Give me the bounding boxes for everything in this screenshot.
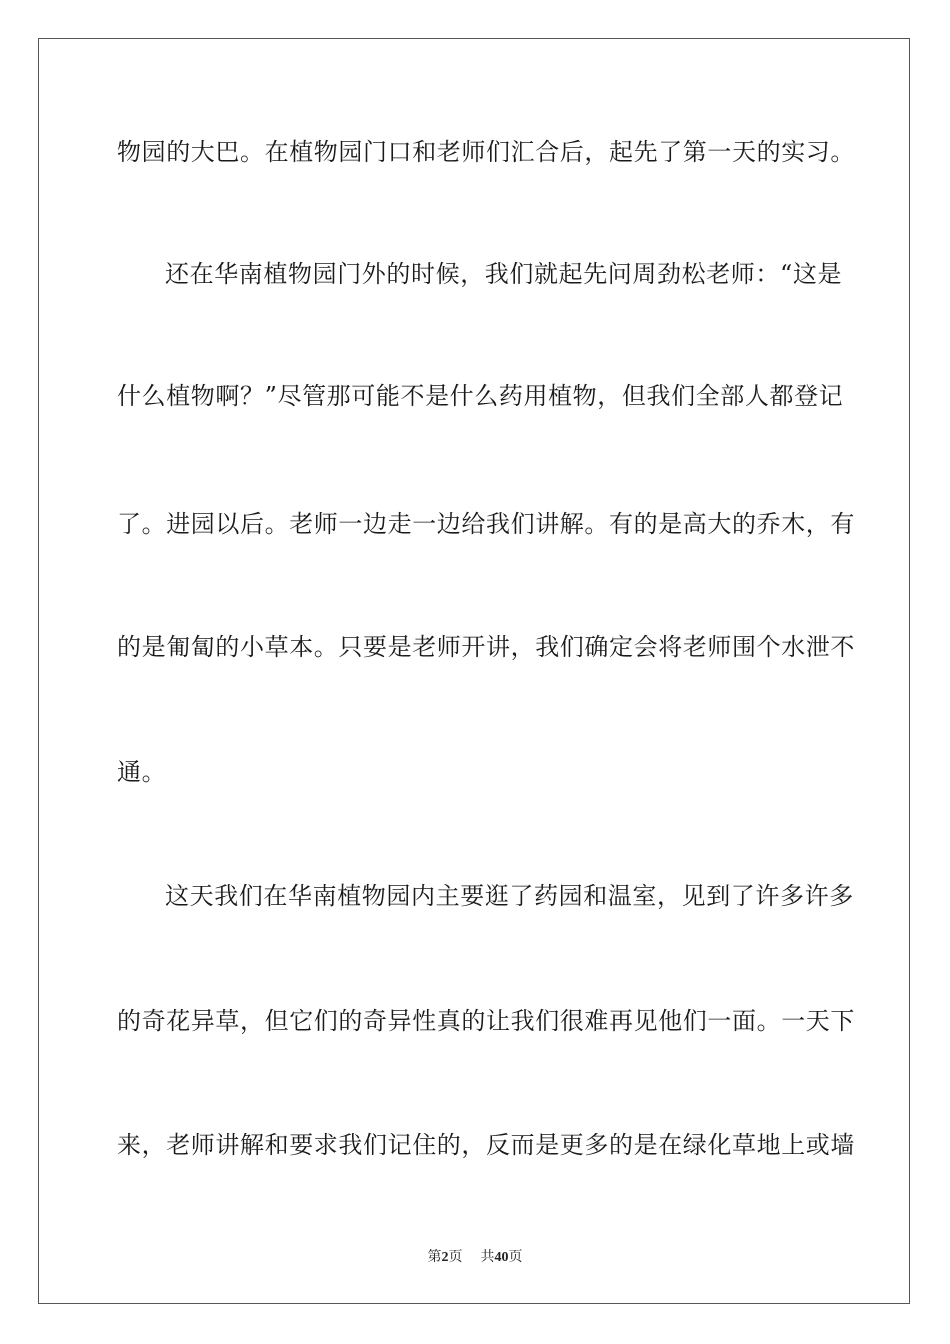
body-line-2: 还在华南植物园门外的时候，我们就起先问周劲松老师：“这是	[165, 260, 843, 288]
page-border	[38, 38, 910, 1304]
body-line-3: 什么植物啊？”尽管那可能不是什么药用植物，但我们全部人都登记	[117, 382, 844, 410]
body-line-5: 的是匍匐的小草本。只要是老师开讲，我们确定会将老师围个水泄不	[117, 633, 855, 661]
page-prefix: 第	[427, 1249, 442, 1265]
body-line-7: 这天我们在华南植物园内主要逛了药园和温室，见到了许多许多	[165, 882, 854, 910]
total-suffix: 页	[508, 1249, 523, 1265]
total-prefix: 共	[480, 1249, 495, 1265]
body-line-6: 通。	[117, 758, 167, 786]
total-pages: 40	[494, 1250, 509, 1265]
body-line-1: 物园的大巴。在植物园门口和老师们汇合后，起先了第一天的实习。	[117, 138, 855, 166]
body-line-4: 了。进园以后。老师一边走一边给我们讲解。有的是高大的乔木，有	[117, 510, 855, 538]
body-line-9: 来，老师讲解和要求我们记住的，反而是更多的是在绿化草地上或墙	[117, 1131, 855, 1159]
body-line-8: 的奇花异草，但它们的奇异性真的让我们很难再见他们一面。一天下	[117, 1007, 855, 1035]
page-suffix: 页	[448, 1249, 463, 1265]
page-number: 2	[441, 1250, 449, 1265]
page-footer	[0, 1248, 950, 1267]
